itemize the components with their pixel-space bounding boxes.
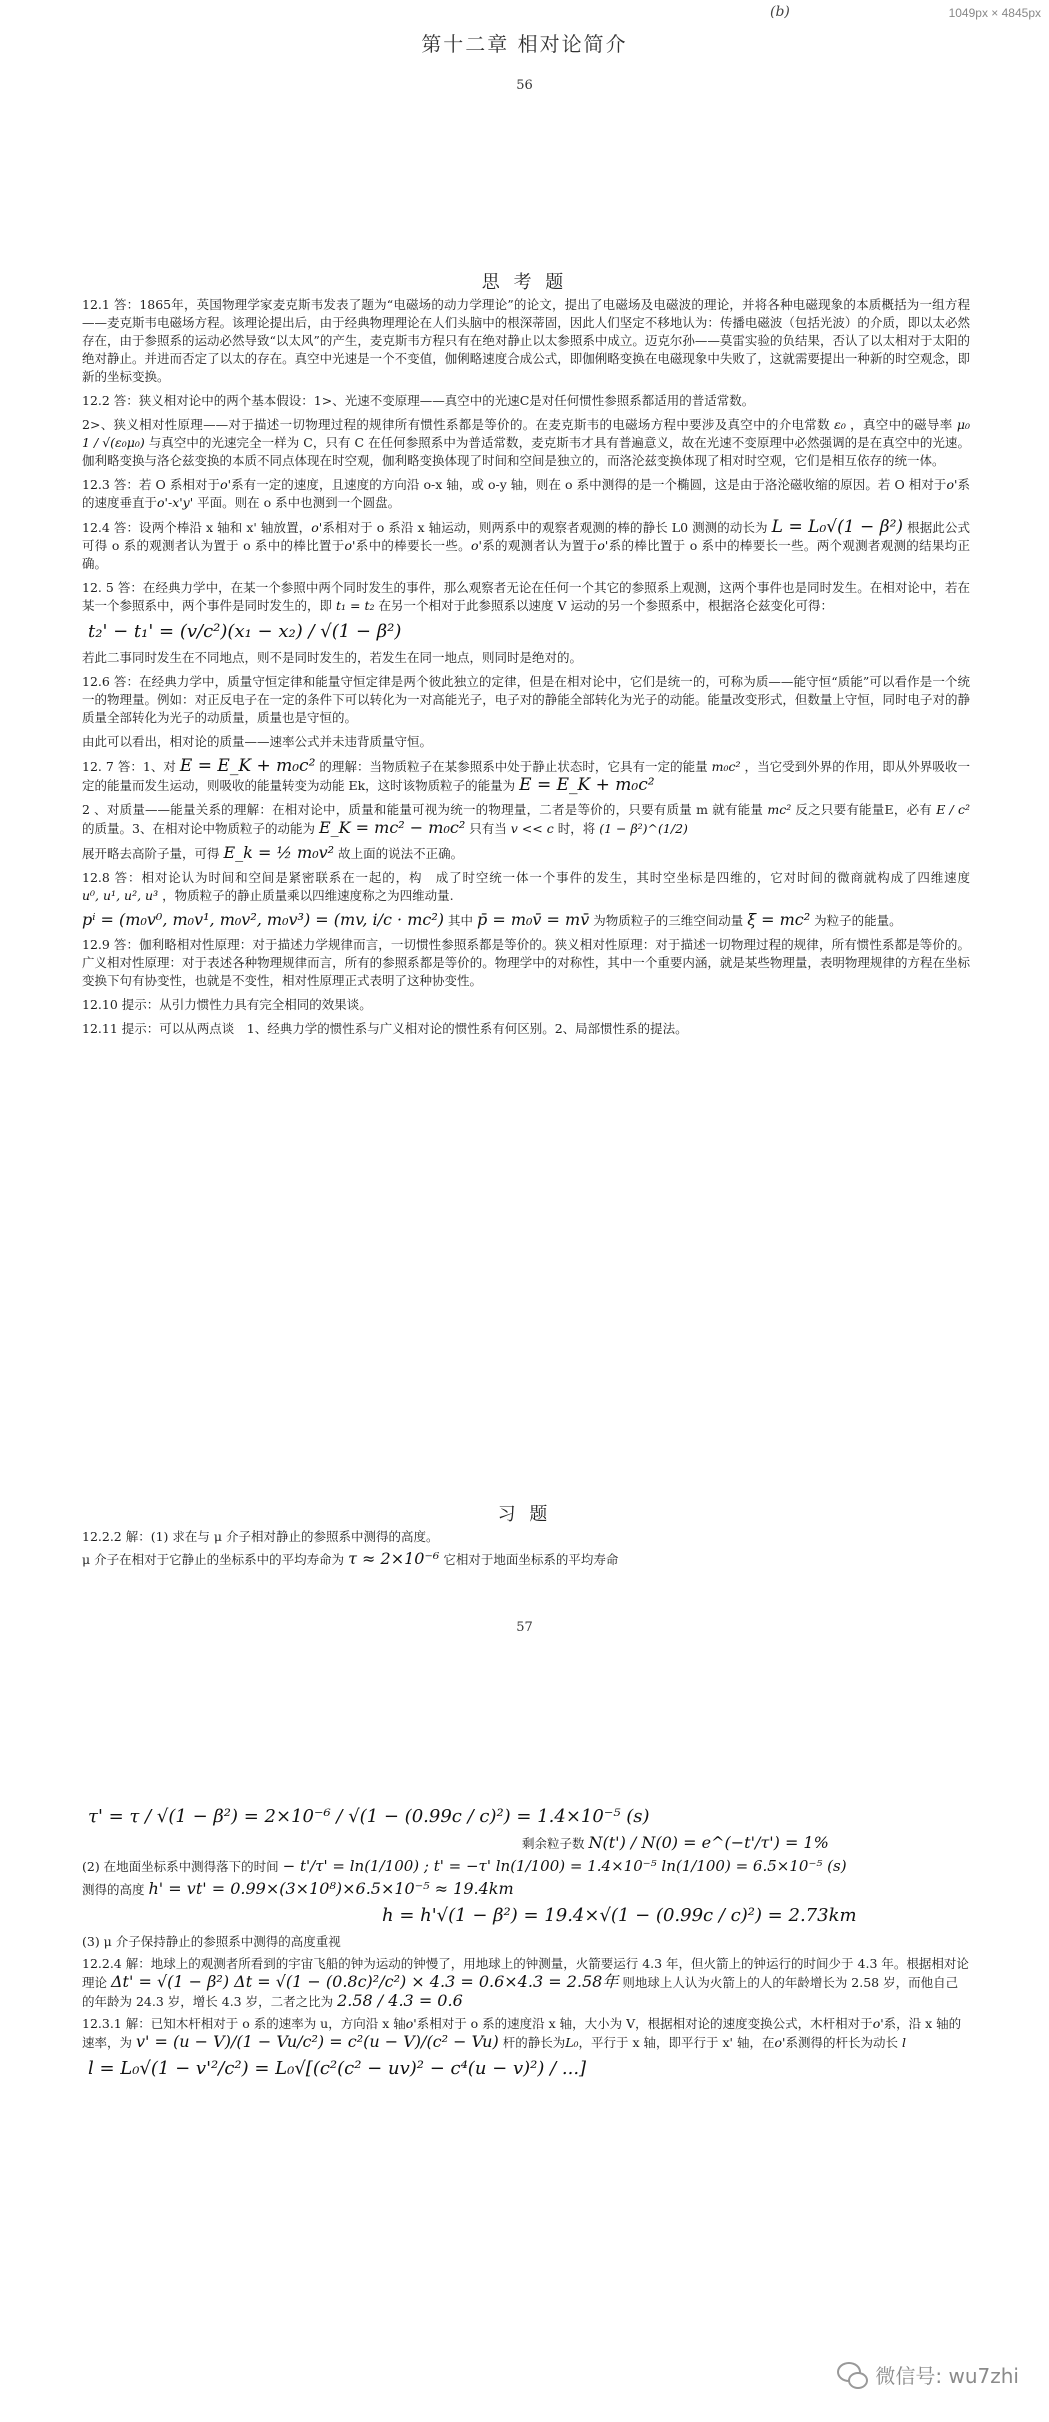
wechat-watermark [837,2360,1019,2389]
page-number-mid: 57 [516,1620,533,1635]
answer-12-4: 12.4 答：设两个棒沿 x 轴和 x' 轴放置，o'系相对于 o 系沿 x 轴运动，则两系中的观察者观测的棒的静长 L0 测测的动长为 L = L₀√(1 − β²) 根据此公式可得 o 系的观测者认为置于 o 系中的棒比置于o'系中的棒要长一些。o'系的观测者认为置于o'系的棒比置于 o 系中的棒要长一些。两个观测者观测的结果均正确。 [82,517,970,571]
eps0-symbol: ε₀ [834,417,846,432]
wechat-icon [837,2362,867,2388]
size-label: 1049px × 4845px [948,6,1041,20]
exercise-12-2-2b: μ 介子在相对于它静止的坐标系中的平均寿命为 τ ≈ 2×10⁻⁶ 它相对于地面坐标系的平均寿命 [82,1549,619,1568]
answer-12-7: 12. 7 答：1、对 E = E_K + m₀c² 的理解：当物质粒子在某参照系中处于静止状态时，它具有一定的能量 m₀c² ，当它受到外界的作用，即从外界吸收一定的能量而发生运动，则吸收的能量转变为动能 Ek，这时该物质粒子的能量为 E = E_K + m₀c² [82,756,970,795]
exercise-part-2: (2) 在地面坐标系中测得落下的时间 − t'/τ' = ln(1/100) ; t' = −τ' ln(1/100) = 1.4×10⁻⁵ ln(1/100) = 6.5×10⁻⁵ (s) [82,1857,847,1875]
answer-12-8b: pⁱ = (m₀v⁰, m₀v¹, m₀v², m₀v³) = (mv, i/c · mc²) 其中 p̄ = m₀v̄ = mv̄ 为物质粒子的三维空间动量 ξ = mc² 为粒子的能量。 [82,910,902,929]
answer-12-6: 12.6 答：在经典力学中，质量守恒定律和能量守恒定律是两个彼此独立的定律，但是在相对论中，它们是统一的，可称为质——能守恒“质能”可以看作是一个统一的物理量。例如：对正反电子在一定的条件下可以转化为一对高能光子，电子对的静能全部转化为光子的动能。能量改变形式，但数量上守恒，同时电子对的静质量全部转化为光子的动质量，质量也是守恒的。 [82,674,970,725]
answer-12-3: 12.3 答：若 O 系相对于o'系有一定的速度，且速度的方向沿 o-x 轴，或 o-y 轴，则在 o 系中测得的是一个椭圆，这是由于洛沦磁收缩的原因。若 O 相对于o'系的速度垂直于o'-x'y' 平面。则在 o 系中也测到一个圆盘。 [82,477,970,510]
watermark-text: 微信号: wu7zhi [875,2364,1019,2388]
exercise-12-3-1: 12.3.1 解：已知木杆相对于 o 系的速率为 u，方向沿 x 轴o'系相对于 o 系的速度沿 x 轴，大小为 V，根据相对论的速度变换公式，木杆相对于o'系，沿 x 轴的速率，为 v' = (u − V)/(1 − Vu/c²) = c²(u − V)/(c² − Vu) 杆的静长为L₀，平行于 x 轴，即平行于 x' 轴，在o'系测得的杆长为动长 l [82,2016,962,2051]
answer-12-2b: 2>、狭义相对性原理——对于描述一切物理过程的规律所有惯性系都是等价的。在麦克斯韦的电磁场方程中要涉及真空中的介电常数 ε₀ ，真空中的磁导率 μ₀ 1 / √(ε₀μ₀) 与真空中的光速完全一样为 C，只有 C 在任何参照系中为普适常数，麦克斯韦才具有普遍意义，故在光速不变原理中必然强调的是在真空中的光速。伽利略变换与洛仑兹变换的本质不同点体现在时空观，伽利略变换体现了时间和空间是独立的，而洛沦兹变换体现了相对时空观，它们是相互依存的统一体。 [82,417,970,468]
exercise-12-2-2a: 12.2.2 解：(1) 求在与 μ 介子相对静止的参照系中测得的高度。 [82,1529,439,1544]
length-formula: L = L₀√(1 − β²) [771,517,904,537]
answer-12-7b: 2 、对质量——能量关系的理解：在相对论中，质量和能量可视为统一的物理量，二者是等价的，只要有质量 m 就有能量 mc² 反之只要有能量E，必有 E / c² 的质量。3、在相对论中物质粒子的动能为 E_K = mc² − m₀c² 只有当 v << c 时，将 (1 − β²)^(1/2) [82,802,970,837]
answer-12-6b: 由此可以看出，相对论的质量——速率公式并未违背质量守恒。 [82,734,433,749]
answer-12-8: 12.8 答：相对论认为时间和空间是紧密联系在一起的，构 成了时空统一体一个事件的发生，其时空坐标是四维的，它对时间的微商就构成了四维速度 u⁰, u¹, u², u³ ，物质粒子的静止质量乘以四维速度称之为四维动量. [82,870,970,903]
page-number-top: 56 [516,78,533,93]
mu0-symbol: μ₀ [956,417,970,432]
four-momentum-formula: pⁱ = (m₀v⁰, m₀v¹, m₀v², m₀v³) = (mv, i/c · mc²) [82,910,445,929]
exercise-content-top [82,1528,970,1573]
l-formula: l = L₀√(1 − v'²/c²) = L₀√[(c²(c² − uv)² − c⁴(u − v)²) / ...] [88,2058,587,2079]
t-equal-formula: t₁ = t₂ [336,598,375,613]
exercise-content-bottom [82,1800,970,2086]
answer-12-9: 12.9 答：伽利略相对性原理：对于描述力学规律而言，一切惯性参照系都是等价的。狭义相对性原理：对于描述一切物理过程的规律，所有惯性系都是等价的。广义相对性原理：对于表述各种物理规律而言，所有的参照系都是等价的。物理学中的对称性，其中一个重要内涵，就是某些物理量，表明物理规律的方程在坐标变换下句有协变性，也就是不变性，相对性原理正式表明了这种协变性。 [82,937,970,988]
answer-12-7c: 展开略去高阶子量，可得 E_k = ½ m₀v² 故上面的说法不正确。 [82,843,464,862]
tau-prime-formula: τ' = τ / √(1 − β²) = 2×10⁻⁶ / √(1 − (0.99c / c)²) = 1.4×10⁻⁵ (s) [88,1806,650,1827]
answer-12-2a: 12.2 答：狭义相对论中的两个基本假设：1>、光速不变原理——真空中的光速C是对任何惯性参照系都适用的普适常数。 [82,393,755,408]
remain-particles: 剩余粒子数 N(t') / N(0) = e^(−t'/τ') = 1% [522,1833,829,1852]
section-thinking: 思 考 题 [481,272,568,293]
answer-12-5: 12. 5 答：在经典力学中，在某一个参照中两个同时发生的事件，那么观察者无论在任何一个其它的参照系上观测，这两个事件也是同时发生。在相对论中，若在某一个参照系中，两个事件是同时发生的，即 t₁ = t₂ 在另一个相对于此参照系以速度 V 运动的另一个参照系中，根据洛仑兹变化可得： t₂' − t₁' = (v/c²)(x₁ − x₂) / √(1 − β²) 若此二事同时发生在不同地点，则不是同时发生的，若发生在同一地点，则同时是绝对的。 [82,580,970,665]
time-diff-formula: t₂' − t₁' = (v/c²)(x₁ − x₂) / √(1 − β²) [88,621,402,642]
thinking-content [82,296,970,1044]
answer-12-10: 12.10 提示：从引力惯性力具有完全相同的效果谈。 [82,997,372,1012]
section-exercises: 习 题 [497,1504,552,1525]
height-h-formula: h = h'√(1 − β²) = 19.4×√(1 − (0.99c / c)²) = 2.73km [382,1905,857,1926]
corner-mark: (b) [770,4,790,20]
chapter-title: 第十二章 相对论简介 [421,32,628,56]
c-formula: 1 / √(ε₀μ₀) [82,435,145,450]
exercise-height-prime: 测得的高度 h' = vt' = 0.99×(3×10⁸)×6.5×10⁻⁵ ≈ 19.4km [82,1879,514,1898]
exercise-part-3: (3) μ 介子保持静止的参照系中测得的高度重视 [82,1934,341,1949]
answer-12-11: 12.11 提示：可以从两点谈 1、经典力学的惯性系与广义相对论的惯性系有何区别。2、局部惯性系的提法。 [82,1021,688,1036]
answer-12-1: 12.1 答：1865年，英国物理学家麦克斯韦发表了题为“电磁场的动力学理论”的论文，提出了电磁场及电磁波的理论，并将各种电磁现象的本质概括为一组方程——麦克斯韦电磁场方程。该理论提出后，由于经典物理理论在人们头脑中的根深蒂固，因此人们坚定不移地认为：传播电磁波（包括光波）的介质，即以太必然存在，由于参照系的运动必然导致“以太风”的产生，麦克斯韦方程只有在绝对静止以太参照系中成立。迈克尔孙——莫雷实验的负结果，否认了以太相对于太阳的绝对静止。并进而否定了以太的存在。真空中光速是一个不变值，伽俐略速度合成公式，即伽俐略变换在电磁现象中失败了，这就需要提出一种新的时空观念，即新的坐标变换。 [82,297,970,384]
exercise-12-2-4: 12.2.4 解：地球上的观测者所看到的宇宙飞船的钟为运动的钟慢了，用地球上的钟测量，火箭要运行 4.3 年，但火箭上的钟运行的时间少于 4.3 年。根据相对论理论 Δt' = √(1 − β²) Δt = √(1 − (0.8c)²/c²) × 4.3 = 0.6×4.3 = 2.58年 则地球上人认为火箭上的人的年龄增长为 2.58 岁，而他自己的年龄为 24.3 岁，增长 4.3 岁，二者之比为 2.58 / 4.3 = 0.6 [82,1956,969,2010]
